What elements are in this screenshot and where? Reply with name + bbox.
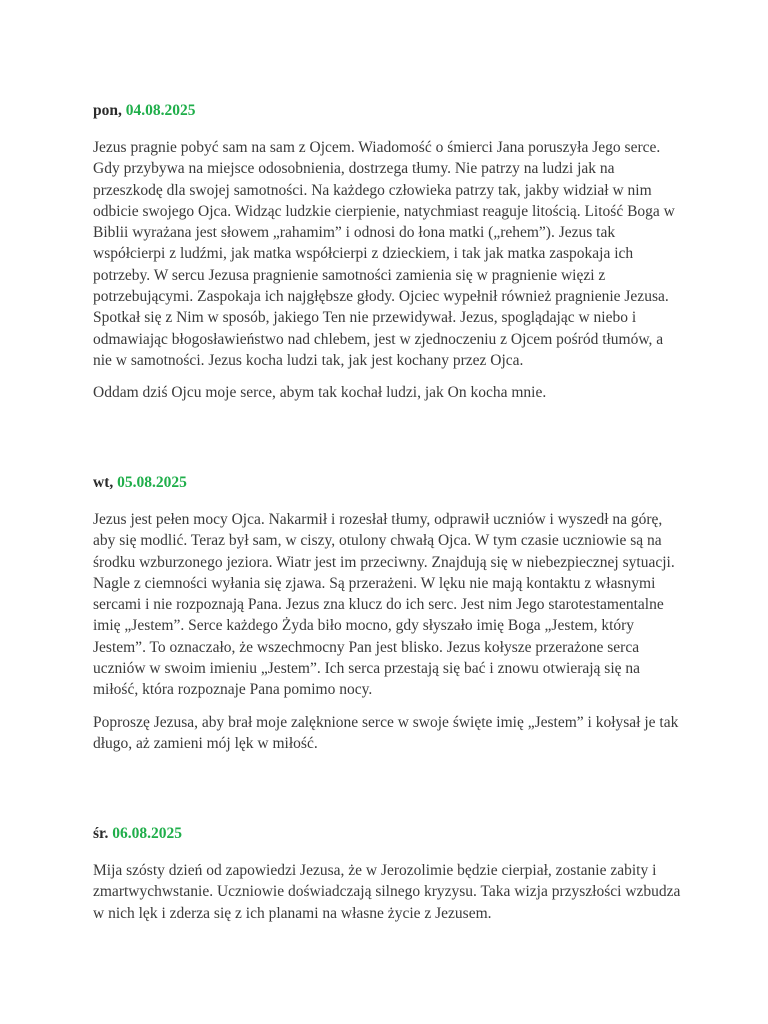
- date-heading: [93, 101, 683, 121]
- resolution-paragraph: Poproszę Jezusa, aby brał moje zalęknione serce w swoje święte imię „Jestem” i kołysał je tak długo, aż zamieni mój lęk w miłość.: [93, 713, 679, 752]
- date-value: 06.08.2025: [112, 825, 182, 842]
- entry-wednesday: [93, 824, 683, 924]
- entry-tuesday: [93, 473, 683, 754]
- reflection-paragraph: Mija szósty dzień od zapowiedzi Jezusa, że w Jerozolimie będzie cierpiał, zostanie zabity i zmartwychwstanie. Uczniowie doświadczają silnego kryzysu. Taka wizja przyszłości wzbudza w nich lęk i zderza się z ich planami na własne życie z Jezusem.: [93, 862, 681, 922]
- day-label: śr.: [93, 825, 109, 842]
- date-heading: [93, 824, 683, 844]
- resolution-paragraph: Oddam dziś Ojcu moje serce, abym tak kochał ludzi, jak On kocha mnie.: [93, 384, 547, 402]
- entry-monday: [93, 101, 683, 404]
- date-value: 04.08.2025: [125, 102, 196, 119]
- reflection-paragraph: Jezus jest pełen mocy Ojca. Nakarmił i rozesłał tłumy, odprawił uczniów i wyszedł na górę, aby się modlić. Teraz był sam, w ciszy, otulony chwałą Ojca. W tym czasie uczniowie są na środku wzburzonego jeziora. Wiatr jest im przeciwny. Znajdują się w niebezpiecznej sytuacji. Nagle z ciemności wyłania się zjawa. Są przerażeni. W lęku nie mają kontaktu z własnymi sercami i nie rozpoznają Pana. Jezus zna klucz do ich serc. Jest nim Jego starotestamentalne imię „Jestem”. Serce każdego Żyda biło mocno, gdy słyszało imię Boga „Jestem, który Jestem”. To oznaczało, że wszechmocny Pan jest blisko. Jezus kołysze przerażone serca uczniów w swoim imieniu „Jestem”. Ich serca przestają się bać i znowu otwierają się na miłość, która rozpoznaje Pana pomimo nocy.: [93, 511, 675, 699]
- date-value: 05.08.2025: [117, 474, 187, 491]
- day-label: pon,: [93, 102, 122, 119]
- day-label: wt,: [93, 474, 114, 491]
- reflection-paragraph: Jezus pragnie pobyć sam na sam z Ojcem. Wiadomość o śmierci Jana poruszyła Jego serce. Gdy przybywa na miejsce odosobnienia, dostrzega tłumy. Nie patrzy na ludzi jak na przeszkodę dla swojej samotności. Na każdego człowieka patrzy tak, jakby widział w nim odbicie swojego Ojca. Widząc ludzkie cierpienie, natychmiast reaguje litością. Litość Boga w Biblii wyrażana jest słowem „rahamim” i odnosi do łona matki („rehem”). Jezus tak współcierpi z ludźmi, jak matka współcierpi z dzieckiem, i tak jak matka zaspokaja ich potrzeby. W sercu Jezusa pragnienie samotności zamienia się w pragnienie więzi z potrzebującymi. Zaspokaja ich najgłębsze głody. Ojciec wypełnił również pragnienie Jezusa. Spotkał się z Nim w sposób, jakiego Ten nie przewidywał. Jezus, spoglądając w niebo i odmawiając błogosławieństwo nad chlebem, jest w zjednoczeniu z Ojcem pośród tłumów, a nie w samotności. Jezus kocha ludzi tak, jak jest kochany przez Ojca.: [93, 139, 675, 369]
- date-heading: [93, 473, 683, 493]
